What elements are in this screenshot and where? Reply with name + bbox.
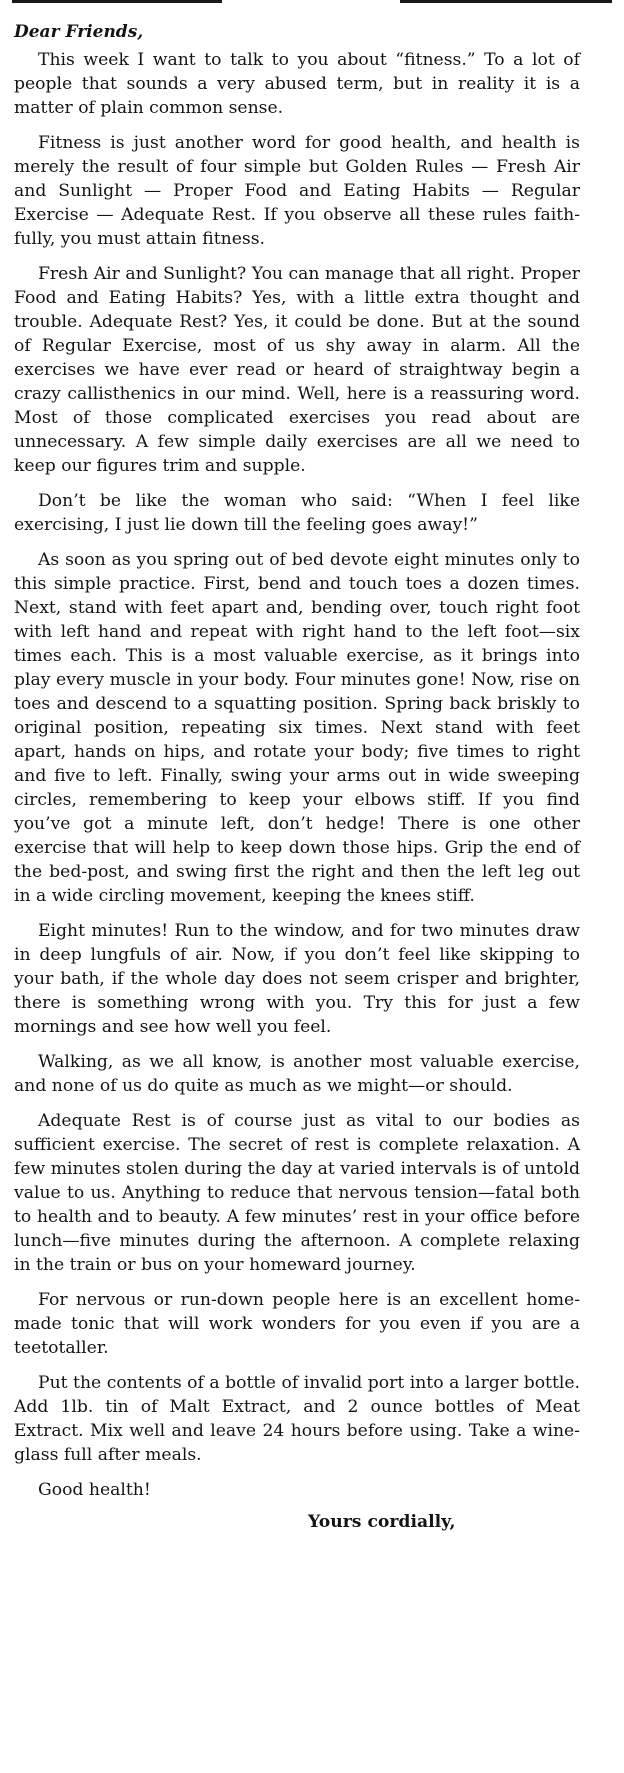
paragraph-fresh-air: Fresh Air and Sunlight? You can manage that all right. Proper Food and Eating Habits? Yes, with a little extra thought and trouble. Adequate Rest? Yes, it could be done. But at the sound of Regular Exercise, most of us shy away in alarm. All the exercises we have ever read or heard of straightway begin a crazy callisthenics in our mind. Well, here is a reassuring word. Most of those complicated exercises you read about are unnecessary. A few simple daily exercises are all we need to keep our figures trim and supple. [14,264,580,476]
paragraph-quote: Don’t be like the woman who said: “When I feel like exercising, I just lie down till the feeling goes away!” [14,491,580,535]
letter-body [14,20,580,1534]
paragraph-adequate-rest: Adequate Rest is of course just as vital to our bodies as sufficient exercise. The secret of rest is complete relaxation. A few minutes stolen during the day at varied intervals is of untold value to us. Anything to reduce that nervous tension—fatal both to health and to beauty. A few minutes’ rest in your office before lunch—five minutes during the afternoon. A complete relaxing in the train or bus on your homeward journey. [14,1111,581,1275]
paragraph-eight-minutes: Eight minutes! Run to the window, and for two minutes draw in deep lungfuls of air. Now, if you don’t feel like skipping to your bath, if the whole day does not seem crisper and brighter, there is something wrong with you. Try this for just a few mornings and see how well you feel. [14,921,580,1037]
paragraph-tonic-intro: For nervous or run-down people here is an excellent home-made tonic that will work wonders for you even if you are a teetotaller. [14,1290,580,1358]
paragraph-exercises: As soon as you spring out of bed devote eight minutes only to this simple practice. First, bend and touch toes a dozen times. Next, stand with feet apart and, bending over, touch right foot with left hand and repeat with right hand to the left foot—six times each. This is a most valuable exercise, as it brings into play every muscle in your body. Four minutes gone! Now, rise on toes and descend to a squatting position. Spring back briskly to original position, repeating six times. Next stand with feet apart, hands on hips, and rotate your body; five times to right and five to left. Finally, swing your arms out in wide sweeping circles, remembering to keep your elbows stiff. If you find you’ve got a minute left, don’t hedge! There is one other exercise that will help to keep down those hips. Grip the end of the bed-post, and swing first the right and then the left leg out in a wide circling movement, keeping the knees stiff. [14,550,580,906]
top-divider-right [400,0,612,3]
signoff: Yours cordially, [308,1512,456,1532]
paragraph-walking: Walking, as we all know, is another most valuable exercise, and none of us do quite as much as we might—or should. [14,1052,580,1096]
salutation: Dear Friends, [14,22,144,42]
paragraph-tonic-recipe: Put the contents of a bottle of invalid port into a larger bottle. Add 1lb. tin of Malt Extract, and 2 ounce bottles of Meat Extract. Mix well and leave 24 hours before using. Take a wine-glass full after meals. [14,1373,580,1465]
paragraph-intro: This week I want to talk to you about “fitness.” To a lot of people that sounds a very abused term, but in reality it is a matter of plain common sense. [14,50,580,118]
paragraph-golden-rules: Fitness is just another word for good health, and health is merely the result of four simple but Golden Rules — Fresh Air and Sunlight — Proper Food and Eating Habits — Regular Exercise — Adequate Rest. If you observe all these rules faithfully, you must attain fitness. [14,133,580,249]
top-divider-left [12,0,222,3]
closing-line: Good health! [38,1480,151,1500]
